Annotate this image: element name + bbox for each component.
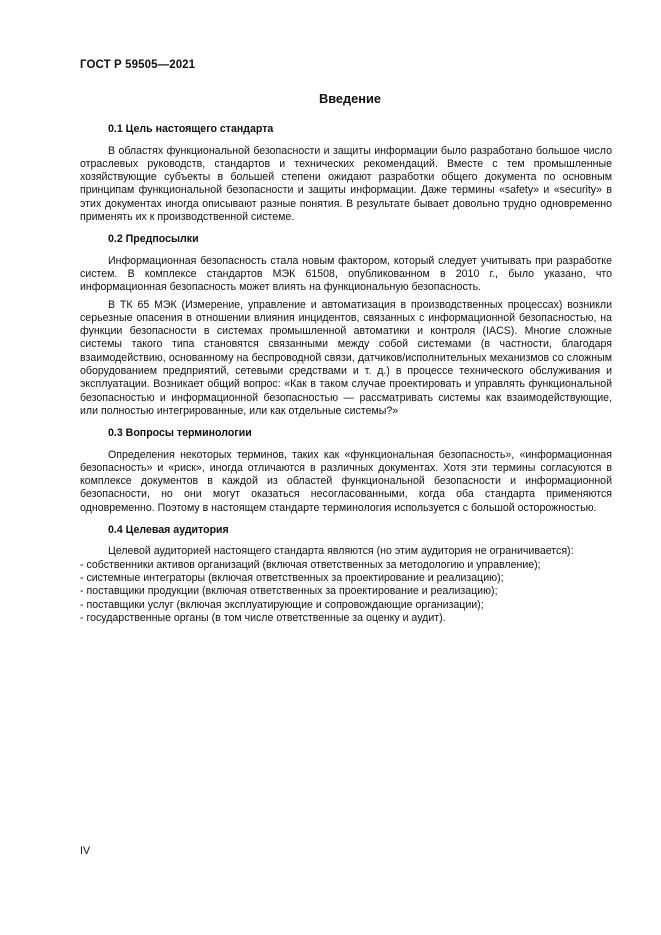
section-purpose xyxy=(80,123,612,224)
list-item: - государственные органы (в том числе ответственные за оценку и аудит). xyxy=(80,611,446,624)
list-item: - системные интеграторы (включая ответственных за проектирование и реализацию); xyxy=(80,571,504,584)
document-code-header: ГОСТ Р 59505—2021 xyxy=(80,59,196,71)
paragraph: В ТК 65 МЭК (Измерение, управление и автоматизация в производственных процессах) возникли серьезные опасения в отношении влияния инцидентов, связанных с информационной безопасностью, на функции безопасности в системах промышленной автоматики и контроля (IACS). Многие сложные системы такого типа становятся связанными между собой системами (в частности, благодаря взаимодействию, основанному на беспроводной связи, датчиков/исполнительных механизмов со сложным оборудованием предприятий, сетевыми средствами и т. д.) в процессе технического обслуживания и эксплуатации. Возникает общий вопрос: «Как в таком случае проектировать и управлять функциональной безопасностью и информационной безопасностью — рассматривать системы как взаимодействующие, или полностью интегрированные, или как отдельные системы?» xyxy=(80,298,612,417)
section-title-audience: 0.4 Целевая аудитория xyxy=(108,524,229,537)
section-terminology xyxy=(80,427,612,515)
paragraph: В областях функциональной безопасности и защиты информации было разработано большое число отраслевых руководств, стандартов и технических рекомендаций. Вместе с тем промышленные хозяйствующие субъекты в большей степени ожидают разработки общего документа по основным принципам функциональной безопасности и защиты информации. Даже термины «safety» и «security» в этих документах иногда описывают разные понятия. В результате бывает довольно трудно одновременно применять их к производственной системе. xyxy=(80,144,612,224)
paragraph: Информационная безопасность стала новым фактором, который следует учитывать при разработке систем. В комплексе стандартов МЭК 61508, опубликованном в 2010 г., было указано, что информационная безопасность может влиять на функциональную безопасность. xyxy=(80,254,612,294)
audience-list xyxy=(80,559,612,625)
section-title-terminology: 0.3 Вопросы терминологии xyxy=(108,427,252,440)
page-title: Введение xyxy=(318,91,381,106)
list-item: - поставщики услуг (включая эксплуатирующие и сопровождающие организации); xyxy=(80,598,484,611)
paragraph: Определения некоторых терминов, таких как «функциональная безопасность», «информационная безопасность» и «риск», иногда отличаются в различных документах. Хотя эти термины согласуются в комплексе документов в каждой из областей функциональной безопасности и информационной безопасности, но они могут оказаться несогласованными, когда оба стандарта применяются одновременно. Поэтому в настоящем стандарте терминология используется с большой осторожностью. xyxy=(80,448,612,514)
section-audience xyxy=(80,524,612,625)
section-title-purpose: 0.1 Цель настоящего стандарта xyxy=(108,123,274,136)
page-content xyxy=(80,92,612,634)
audience-intro: Целевой аудиторией настоящего стандарта являются (но этим аудитория не ограничивается): xyxy=(108,545,574,558)
section-title-background: 0.2 Предпосылки xyxy=(108,233,199,246)
section-background xyxy=(80,233,612,418)
list-item: - поставщики продукции (включая ответственных за проектирование и реализацию); xyxy=(80,585,498,598)
page-number: IV xyxy=(80,845,91,857)
list-item: - собственники активов организаций (включая ответственных за методологию и управление); xyxy=(80,558,541,571)
